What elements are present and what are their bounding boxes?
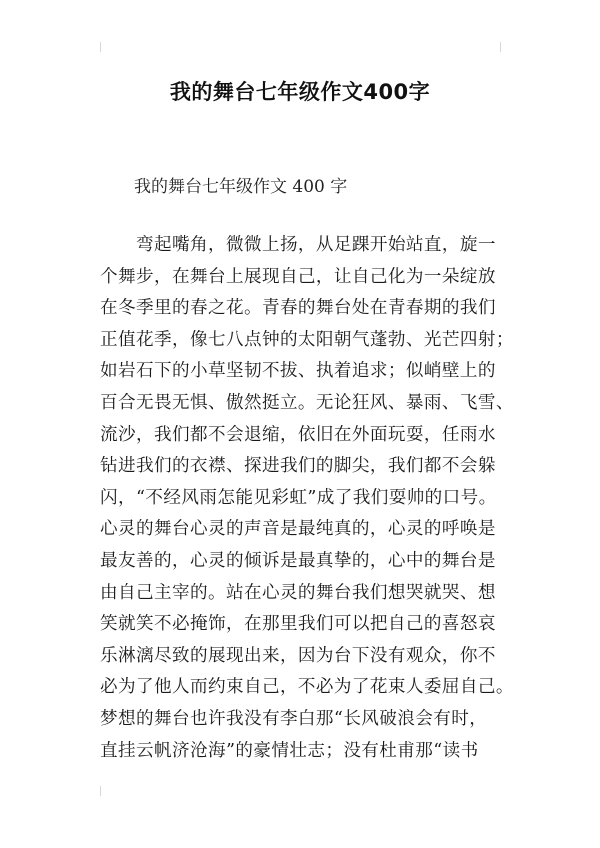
essay-line: 如岩石下的小草坚韧不拔、执着追求；似峭壁上的 — [100, 361, 496, 382]
essay-line: 必为了他人而约束自己，不必为了花束人委屈自己。 — [100, 677, 514, 698]
essay-line: 弯起嘴角，微微上扬，从足踝开始站直，旋一 — [100, 235, 496, 255]
essay-line: 闪，“不经风雨怎能见彩虹”成了我们耍帅的口号。 — [100, 487, 497, 508]
essay-line: 由自己主宰的。站在心灵的舞台我们想哭就哭、想 — [100, 582, 496, 603]
essay-line: 百合无畏无惧、傲然挺立。无论狂风、暴雨、飞雪、 — [100, 392, 514, 413]
essay-line: 笑就笑不必掩饰，在那里我们可以把自己的喜怒哀 — [100, 614, 496, 635]
essay-line: 直挂云帆济沧海”的豪情壮志；没有杜甫那“读书 — [100, 740, 479, 761]
essay-line: 梦想的舞台也许我没有李白那“长风破浪会有时， — [100, 708, 488, 729]
page-corner-mark-top-right — [500, 42, 501, 52]
essay-line: 在冬季里的春之花。青春的舞台处在青春期的我们 — [100, 298, 496, 319]
essay-line: 流沙，我们都不会退缩，依旧在外面玩耍，任雨水 — [100, 424, 496, 445]
page-corner-mark-bottom-left — [100, 786, 101, 796]
essay-line: 个舞步，在舞台上展现自己，让自己化为一朵绽放 — [100, 266, 496, 287]
essay-line: 正值花季，像七八点钟的太阳朝气蓬勃、光芒四射； — [100, 329, 514, 350]
essay-line: 心灵的舞台心灵的声音是最纯真的，心灵的呼唤是 — [100, 519, 496, 540]
document-title: 我的舞台七年级作文400字 — [169, 80, 431, 104]
essay-body — [100, 230, 520, 767]
essay-line: 乐淋漓尽致的展现出来，因为台下没有观众，你不 — [100, 645, 496, 666]
essay-line: 最友善的，心灵的倾诉是最真挚的，心中的舞台是 — [100, 550, 496, 571]
page-corner-mark-top-left — [100, 42, 101, 52]
essay-line: 钻进我们的衣襟、探进我们的脚尖，我们都不会躲 — [100, 456, 496, 477]
document-subtitle: 我的舞台七年级作文 400 字 — [134, 177, 348, 197]
